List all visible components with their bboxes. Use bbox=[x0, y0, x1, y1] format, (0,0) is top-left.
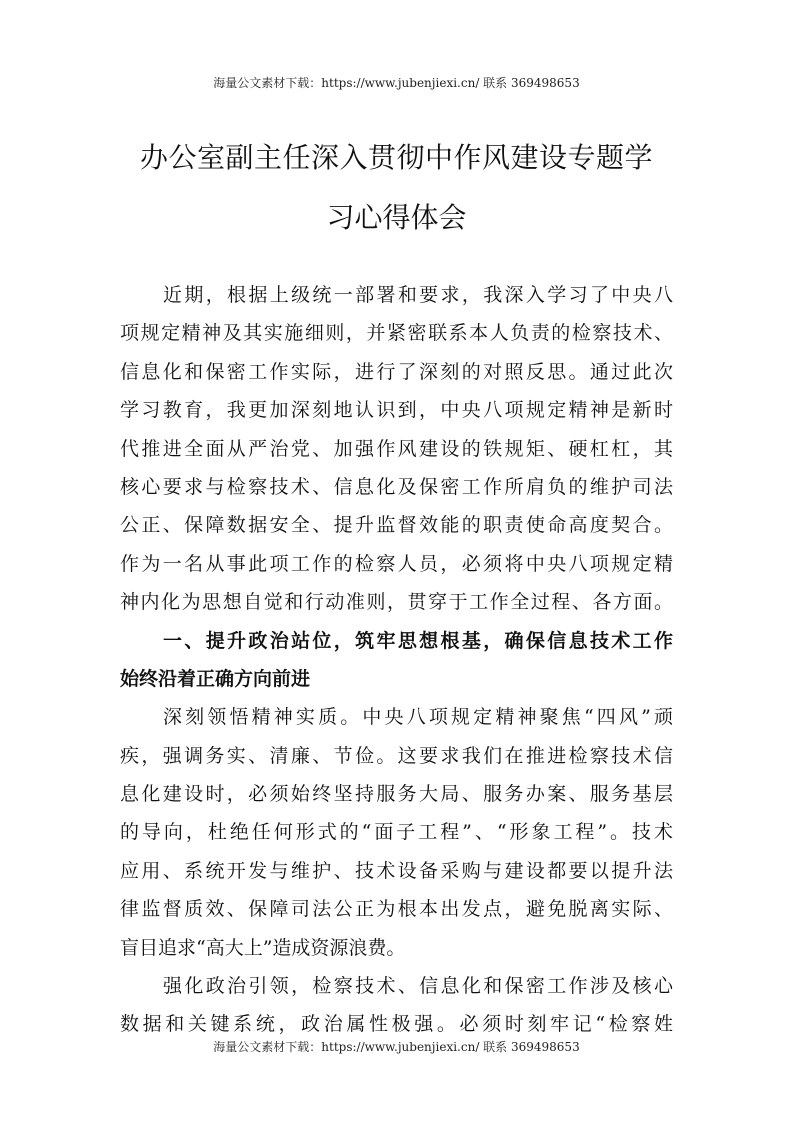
body-line: 公正、保障数据安全、提升监督效能的职责使命高度契合。 bbox=[120, 514, 673, 537]
page-header: 海量公文素材下载：https://www.jubenjiexi.cn/ 联系 369498653 bbox=[213, 76, 580, 90]
body-line: 信息化和保密工作实际，进行了深刻的对照反思。通过此次 bbox=[120, 360, 673, 383]
body-line: 深刻领悟精神实质。中央八项规定精神聚焦“四风”顽 bbox=[163, 706, 673, 729]
section-heading-line: 始终沿着正确方向前进 bbox=[120, 667, 311, 690]
document-title bbox=[90, 128, 703, 248]
page-footer: 海量公文素材下载：https://www.jubenjiexi.cn/ 联系 369498653 bbox=[213, 1040, 580, 1054]
title-line-2: 习心得体会 bbox=[326, 201, 467, 234]
body-line: 息化建设时，必须始终坚持服务大局、服务办案、服务基层 bbox=[120, 783, 673, 806]
body-line: 代推进全面从严治党、加强作风建设的铁规矩、硬杠杠，其 bbox=[120, 437, 673, 460]
body-line: 神内化为思想自觉和行动准则，贯穿于工作全过程、各方面。 bbox=[120, 591, 673, 614]
title-line-1: 办公室副主任深入贯彻中作风建设专题学 bbox=[139, 141, 653, 174]
body-line: 数据和关键系统，政治属性极强。必须时刻牢记“检察姓 bbox=[120, 1013, 673, 1036]
body-line: 疾，强调务实、清廉、节俭。这要求我们在推进检察技术信 bbox=[120, 744, 673, 767]
body-line: 应用、系统开发与维护、技术设备采购与建设都要以提升法 bbox=[120, 859, 673, 882]
body-line: 律监督质效、保障司法公正为根本出发点，避免脱离实际、 bbox=[120, 898, 673, 921]
body-line: 学习教育，我更加深刻地认识到，中央八项规定精神是新时 bbox=[120, 399, 673, 422]
body-line: 核心要求与检察技术、信息化及保密工作所肩负的维护司法 bbox=[120, 475, 673, 498]
section-heading-line: 一、提升政治站位，筑牢思想根基，确保信息技术工作 bbox=[163, 629, 673, 652]
body-line: 的导向，杜绝任何形式的“面子工程”、“形象工程”。技术 bbox=[120, 821, 673, 844]
body-line: 项规定精神及其实施细则，并紧密联系本人负责的检察技术、 bbox=[120, 322, 673, 345]
body-line: 近期，根据上级统一部署和要求，我深入学习了中央八 bbox=[163, 284, 673, 306]
body-line: 强化政治引领，检察技术、信息化和保密工作涉及核心 bbox=[163, 975, 673, 998]
body-line: 作为一名从事此项工作的检察人员，必须将中央八项规定精 bbox=[120, 552, 673, 575]
body-line: 盲目追求“高大上”造成资源浪费。 bbox=[120, 936, 406, 959]
document-body bbox=[120, 276, 673, 1044]
